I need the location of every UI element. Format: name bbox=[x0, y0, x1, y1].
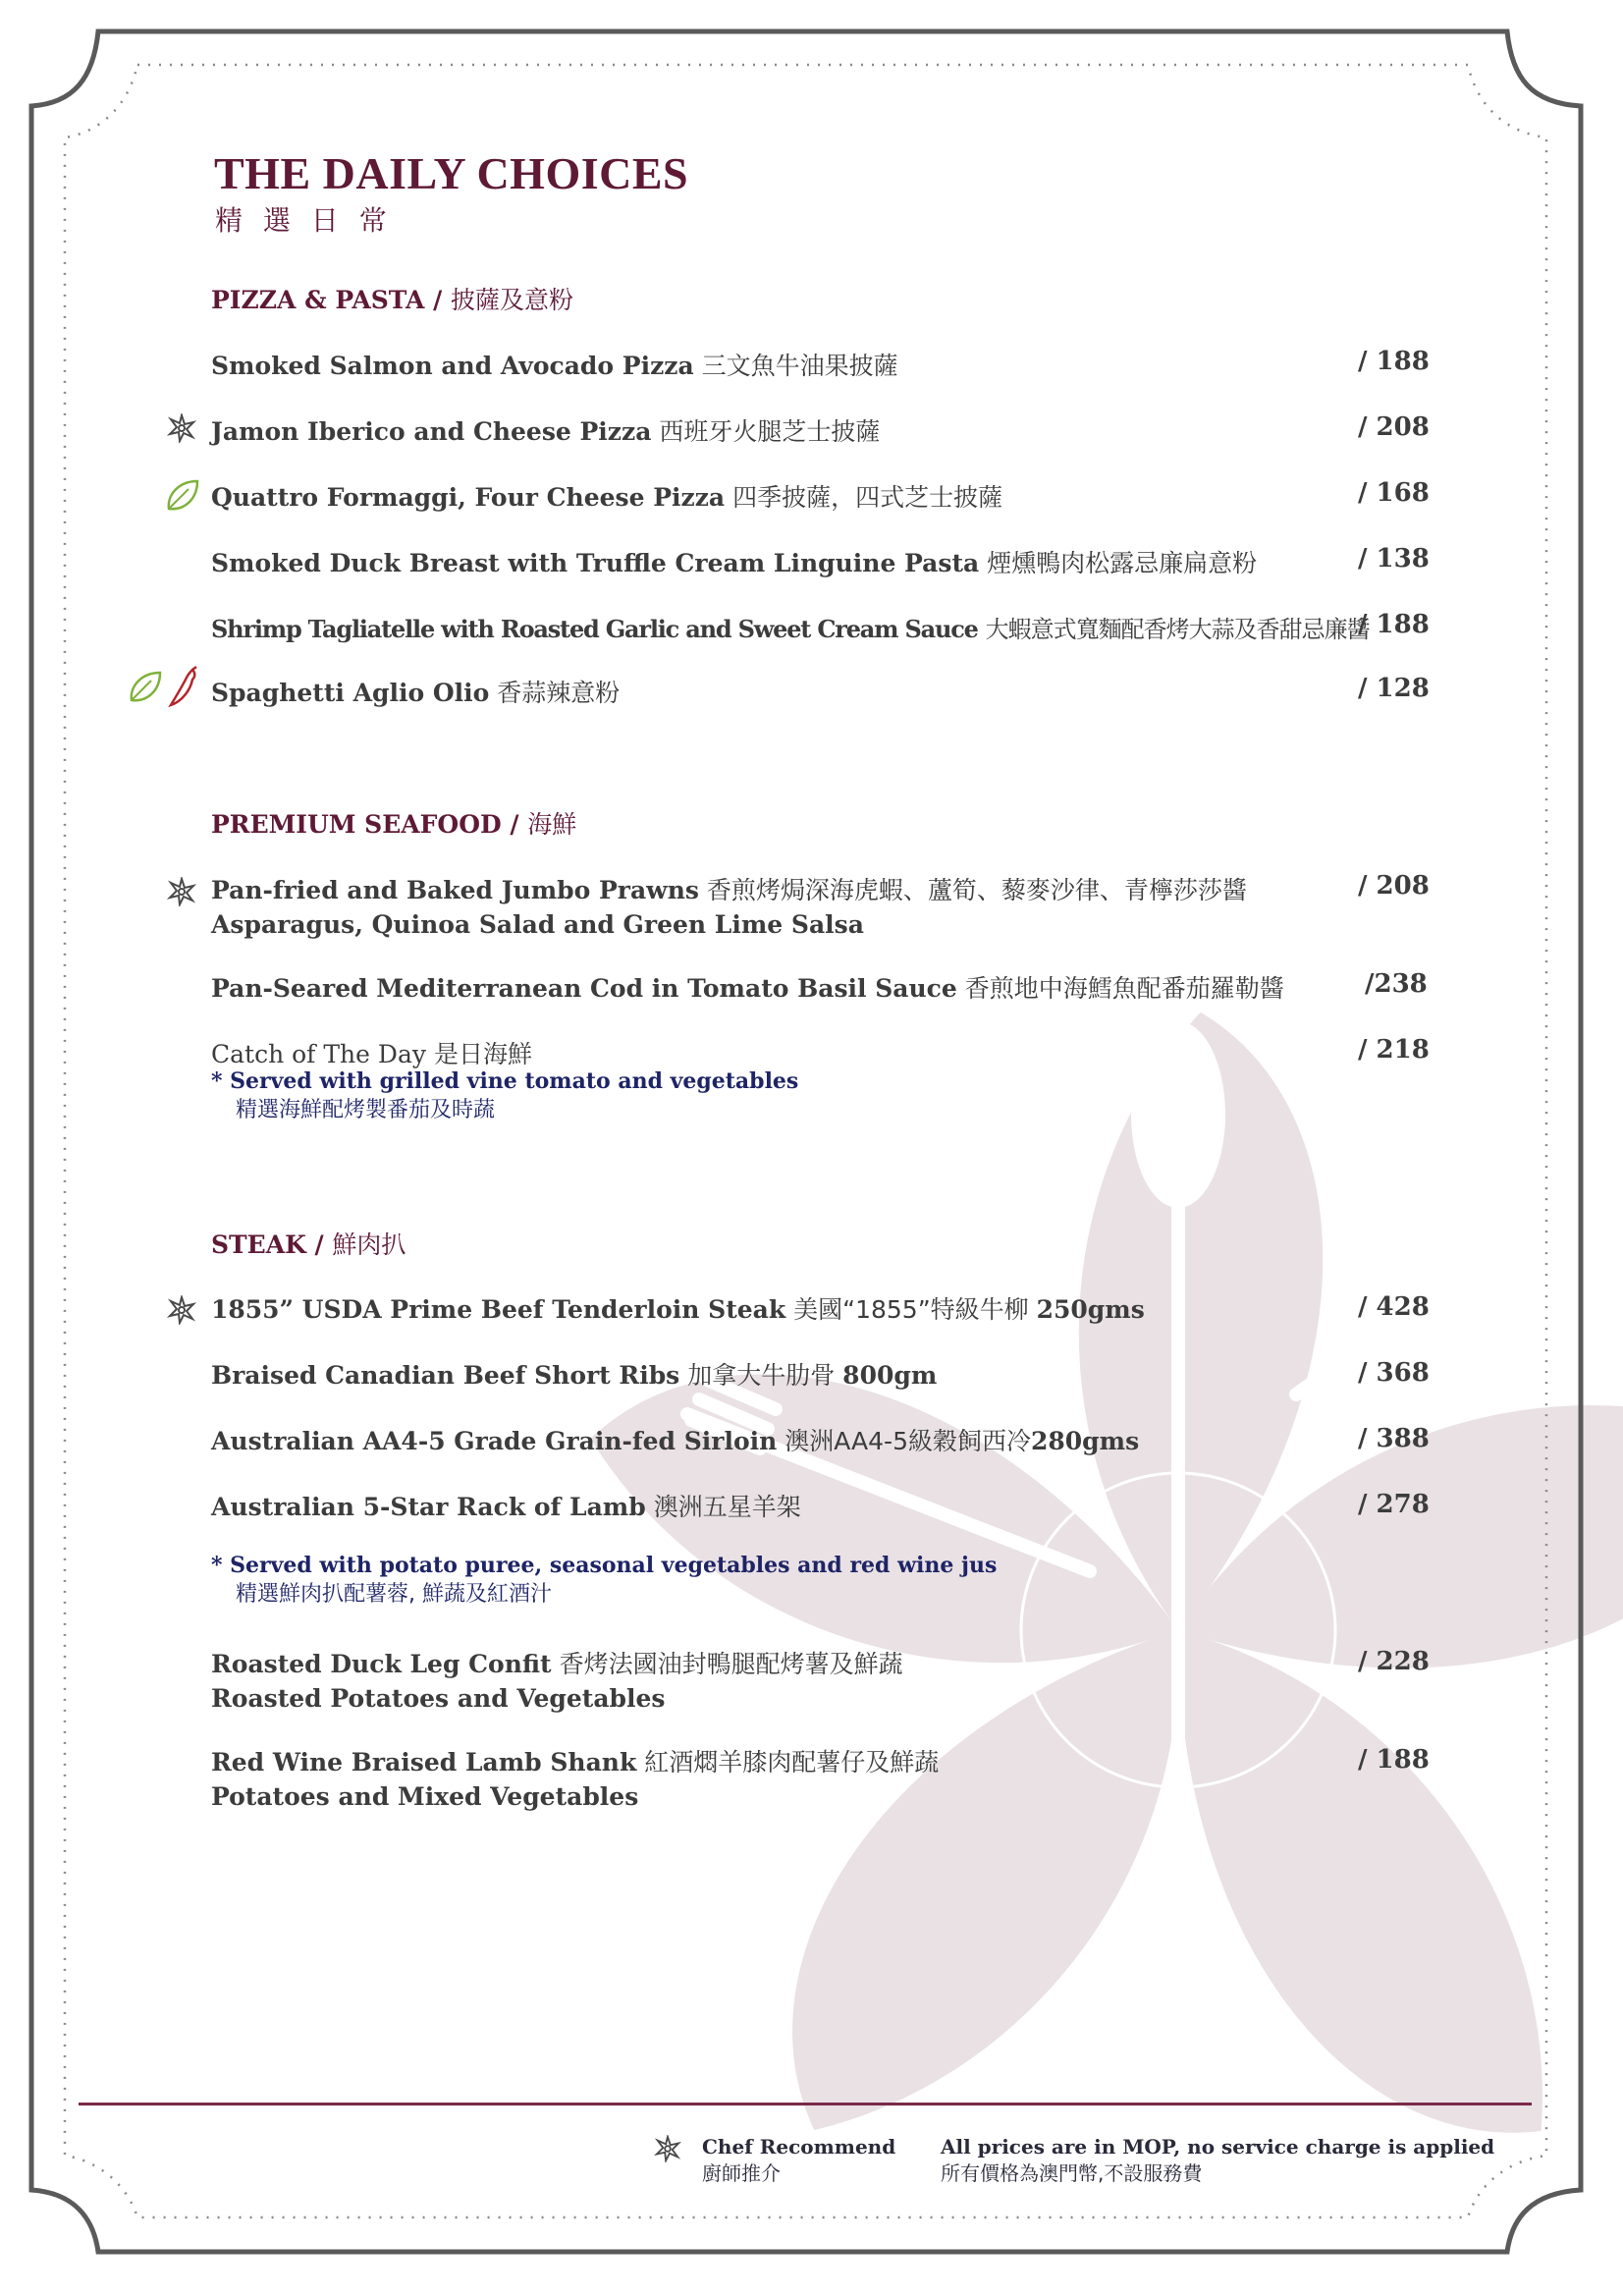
menu-item: Pan-Seared Mediterranean Cod in Tomato Basil Sauce 香煎地中海鱈魚配番茄羅勒醬 bbox=[211, 974, 1284, 1003]
vegetarian-leaf-icon bbox=[165, 477, 200, 513]
chef-recommend-icon bbox=[654, 2135, 681, 2162]
menu-item: Spaghetti Aglio Olio 香蒜辣意粉 bbox=[211, 679, 621, 707]
menu-item: Australian 5-Star Rack of Lamb 澳洲五星羊架 bbox=[211, 1493, 801, 1521]
menu-item: Quattro Formaggi, Four Cheese Pizza 四季披薩，四式芝士披薩 bbox=[211, 483, 1003, 512]
price-disclaimer: All prices are in MOP, no service charge is applied 所有價格為澳門幣,不設服務費 bbox=[941, 2135, 1495, 2185]
section-heading-seafood: PREMIUM SEAFOOD / 海鮮 bbox=[211, 810, 577, 839]
menu-item: Braised Canadian Beef Short Ribs 加拿大牛肋骨 800gm bbox=[211, 1361, 938, 1390]
chef-recommend-icon bbox=[167, 413, 196, 443]
menu-item: Roasted Duck Leg Confit 香烤法國油封鴨腿配烤薯及鮮蔬 Roasted Potatoes and Vegetables bbox=[211, 1650, 903, 1713]
menu-item: Shrimp Tagliatelle with Roasted Garlic and Sweet Cream Sauce 大蝦意式寬麵配香烤大蒜及香甜忌廉醬 bbox=[211, 615, 1370, 643]
chef-recommend-icon bbox=[167, 1295, 196, 1325]
chef-recommend-icon bbox=[167, 877, 196, 906]
menu-item-price: / 128 bbox=[1358, 674, 1430, 703]
menu-item-price: / 168 bbox=[1358, 478, 1430, 508]
section-heading-pizza-pasta: PIZZA & PASTA / 披薩及意粉 bbox=[211, 286, 573, 314]
menu-item-price: / 388 bbox=[1358, 1424, 1430, 1453]
menu-item: 1855” USDA Prime Beef Tenderloin Steak 美國“1855”特級牛柳 250gms bbox=[211, 1295, 1145, 1324]
menu-item-price: / 188 bbox=[1358, 347, 1430, 376]
page-title: THE DAILY CHOICES bbox=[214, 148, 689, 198]
chef-recommend-legend: Chef Recommend 廚師推介 bbox=[702, 2135, 896, 2185]
spicy-chili-icon bbox=[167, 666, 202, 709]
menu-item: Jamon Iberico and Cheese Pizza 西班牙火腿芝士披薩 bbox=[211, 417, 881, 446]
steak-note: * Served with potato puree, seasonal vegetables and red wine jus 精選鮮肉扒配薯蓉, 鮮蔬及紅酒汁 bbox=[211, 1553, 998, 1607]
menu-item-price: / 188 bbox=[1358, 610, 1430, 639]
menu-item-price: / 138 bbox=[1358, 544, 1430, 574]
footer-divider bbox=[79, 2103, 1532, 2105]
seafood-note: * Served with grilled vine tomato and vegetables 精選海鮮配烤製番茄及時蔬 bbox=[211, 1068, 799, 1122]
section-heading-steak: STEAK / 鮮肉扒 bbox=[211, 1230, 406, 1259]
menu-item-price: / 428 bbox=[1358, 1292, 1430, 1322]
menu-item-price: / 188 bbox=[1358, 1745, 1430, 1775]
menu-item-price: / 228 bbox=[1358, 1647, 1430, 1676]
menu-item-price: / 208 bbox=[1358, 871, 1430, 901]
menu-item-price: /238 bbox=[1365, 969, 1428, 999]
menu-item: Pan-fried and Baked Jumbo Prawns 香煎烤焗深海虎蝦、蘆筍、藜麥沙律、青檸莎莎醬 Asparagus, Quinoa Salad and Green Lime Salsa bbox=[211, 876, 1247, 939]
menu-item-price: / 218 bbox=[1358, 1035, 1430, 1065]
menu-item-price: / 208 bbox=[1358, 412, 1430, 442]
menu-item: Smoked Salmon and Avocado Pizza 三文魚牛油果披薩 bbox=[211, 352, 898, 380]
menu-item: Catch of The Day 是日海鮮 bbox=[211, 1040, 532, 1068]
menu-item-price: / 278 bbox=[1358, 1490, 1430, 1519]
vegetarian-leaf-icon bbox=[128, 669, 163, 704]
page-title-chinese: 精 選 日 常 bbox=[215, 204, 393, 237]
menu-item-price: / 368 bbox=[1358, 1358, 1430, 1388]
menu-item: Red Wine Braised Lamb Shank 紅酒燜羊膝肉配薯仔及鮮蔬 Potatoes and Mixed Vegetables bbox=[211, 1748, 940, 1811]
menu-item: Smoked Duck Breast with Truffle Cream Linguine Pasta 煙燻鴨肉松露忌廉扁意粉 bbox=[211, 549, 1258, 577]
menu-item: Australian AA4-5 Grade Grain-fed Sirloin 澳洲AA4-5級穀飼西冷280gms bbox=[211, 1427, 1140, 1455]
